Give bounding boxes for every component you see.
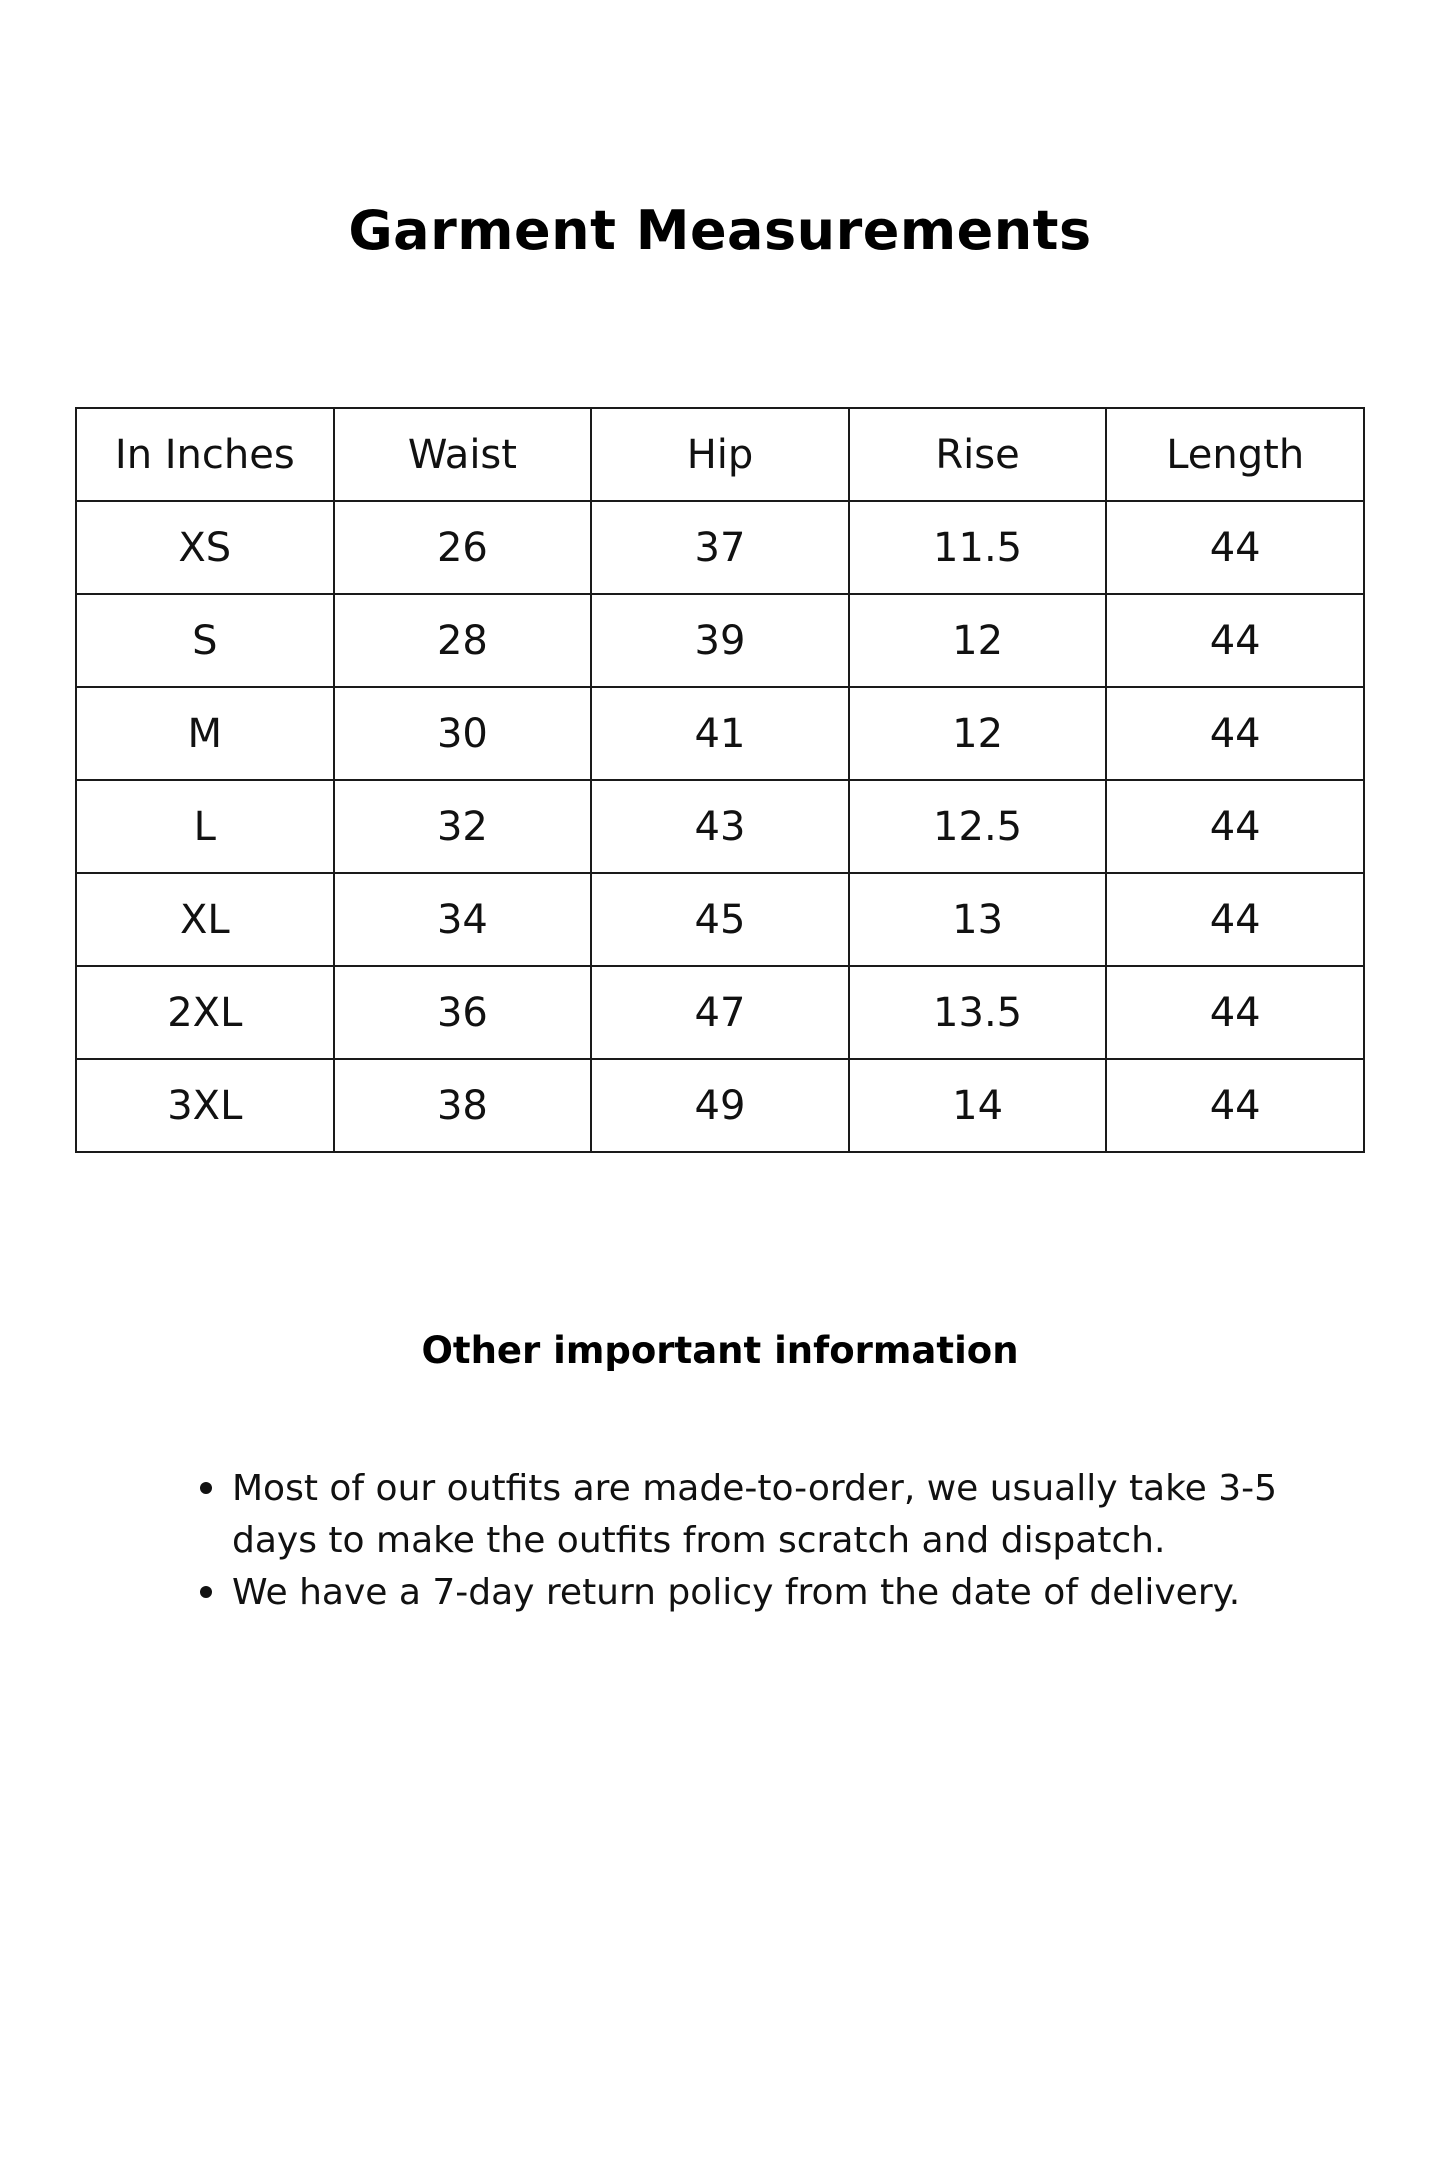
table-row — [76, 594, 1364, 687]
table-row — [76, 780, 1364, 873]
rise-cell: 12 — [849, 594, 1107, 687]
length-cell: 44 — [1106, 1059, 1364, 1152]
bullet-icon — [200, 1482, 212, 1494]
waist-cell: 34 — [334, 873, 592, 966]
length-cell: 44 — [1106, 687, 1364, 780]
waist-cell: 36 — [334, 966, 592, 1059]
waist-cell: 32 — [334, 780, 592, 873]
length-cell: 44 — [1106, 873, 1364, 966]
size-cell: 3XL — [76, 1059, 334, 1152]
waist-cell: 38 — [334, 1059, 592, 1152]
rise-cell: 11.5 — [849, 501, 1107, 594]
size-cell: XS — [76, 501, 334, 594]
length-cell: 44 — [1106, 501, 1364, 594]
hip-cell: 45 — [591, 873, 849, 966]
hip-cell: 41 — [591, 687, 849, 780]
list-item — [232, 1463, 1312, 1567]
size-cell: L — [76, 780, 334, 873]
hip-cell: 39 — [591, 594, 849, 687]
waist-cell: 28 — [334, 594, 592, 687]
rise-cell: 14 — [849, 1059, 1107, 1152]
header-rise: Rise — [849, 408, 1107, 501]
size-cell: M — [76, 687, 334, 780]
header-hip: Hip — [591, 408, 849, 501]
length-cell: 44 — [1106, 780, 1364, 873]
header-length: Length — [1106, 408, 1364, 501]
info-item-text: We have a 7-day return policy from the date of delivery. — [232, 1572, 1241, 1613]
waist-cell: 30 — [334, 687, 592, 780]
size-cell: S — [76, 594, 334, 687]
rise-cell: 13.5 — [849, 966, 1107, 1059]
hip-cell: 37 — [591, 501, 849, 594]
header-waist: Waist — [334, 408, 592, 501]
info-heading: Other important information — [421, 1329, 1019, 1372]
hip-cell: 43 — [591, 780, 849, 873]
header-size-unit: In Inches — [76, 408, 334, 501]
info-item-text: Most of our outfits are made-to-order, we usually take 3-5 days to make the outfits from scratch and dispatch. — [232, 1468, 1278, 1561]
hip-cell: 49 — [591, 1059, 849, 1152]
rise-cell: 12 — [849, 687, 1107, 780]
page-title: Garment Measurements — [348, 199, 1092, 262]
table-row — [76, 501, 1364, 594]
list-item — [232, 1567, 1312, 1619]
table-row — [76, 873, 1364, 966]
table-row — [76, 687, 1364, 780]
length-cell: 44 — [1106, 966, 1364, 1059]
table-row — [76, 1059, 1364, 1152]
table-header-row — [76, 408, 1364, 501]
info-list — [232, 1463, 1312, 1619]
table-row — [76, 966, 1364, 1059]
size-cell: XL — [76, 873, 334, 966]
rise-cell: 12.5 — [849, 780, 1107, 873]
hip-cell: 47 — [591, 966, 849, 1059]
bullet-icon — [200, 1586, 212, 1598]
length-cell: 44 — [1106, 594, 1364, 687]
measurement-table — [75, 407, 1365, 1153]
waist-cell: 26 — [334, 501, 592, 594]
size-cell: 2XL — [76, 966, 334, 1059]
rise-cell: 13 — [849, 873, 1107, 966]
